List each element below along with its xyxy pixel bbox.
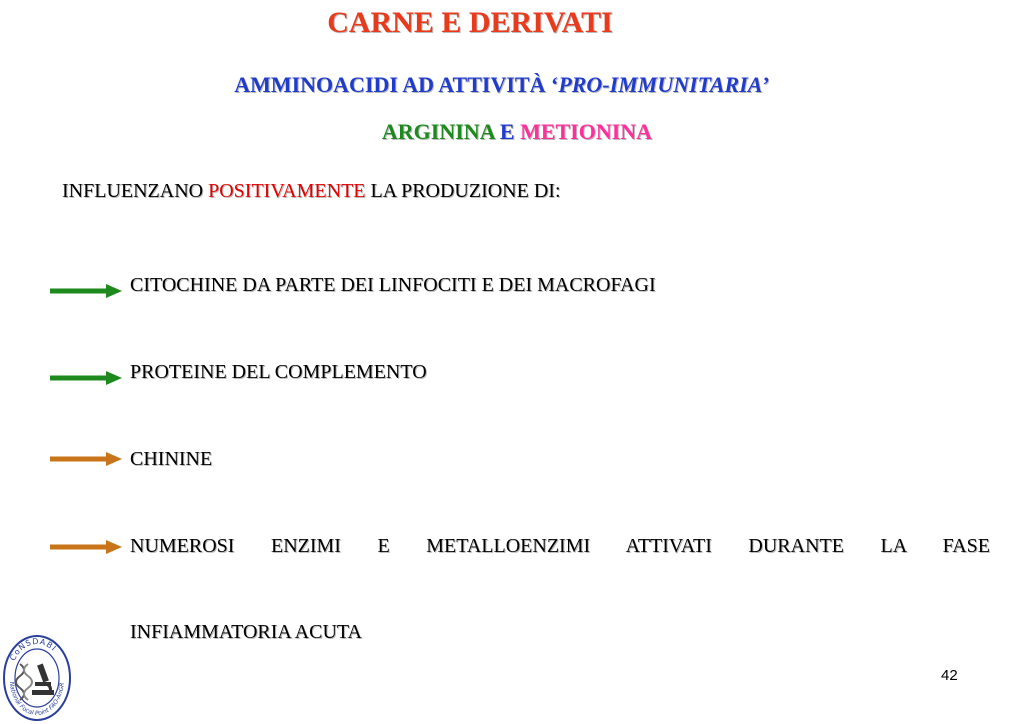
subtitle-suffix: ’	[762, 72, 770, 97]
list-item: NUMEROSI ENZIMI E METALLOENZIMI ATTIVATI DURANTE LA FASE	[130, 535, 990, 557]
connector-label: E	[499, 119, 515, 144]
intro-after: LA PRODUZIONE DI:	[370, 180, 561, 202]
subtitle-prefix: AMMINOACIDI AD ATTIVITÀ ‘	[234, 72, 559, 97]
page-number: 42	[941, 667, 958, 684]
list-item-continuation: INFIAMMATORIA ACUTA	[130, 621, 362, 643]
intro-before: INFLUENZANO	[62, 180, 204, 202]
list-item: CHININE	[130, 448, 213, 470]
intro-highlight: POSITIVAMENTE	[208, 180, 366, 202]
amino-acids-heading	[0, 119, 1024, 145]
consdabi-logo	[2, 634, 72, 722]
right-arrow-icon	[50, 282, 122, 300]
arrow-head	[106, 540, 122, 554]
list-item: CITOCHINE DA PARTE DEI LINFOCITI E DEI MACROFAGI	[130, 274, 656, 296]
arrow-head	[106, 284, 122, 298]
arrow-head	[106, 452, 122, 466]
arrow-head	[106, 371, 122, 385]
slide-title: CARNE E DERIVATI	[327, 6, 613, 39]
svg-text:National Focal Point FAO-AnGR: National Focal Point FAO-AnGR	[7, 681, 66, 718]
arginina-label: ARGININA	[381, 119, 495, 144]
intro-line	[62, 180, 561, 203]
metionina-label: METIONINA	[520, 119, 653, 144]
subtitle-italic: PRO-IMMUNITARIA	[558, 72, 763, 97]
right-arrow-icon	[50, 538, 122, 556]
slide-subtitle	[0, 72, 1004, 98]
right-arrow-icon	[50, 369, 122, 387]
list-item: PROTEINE DEL COMPLEMENTO	[130, 361, 427, 383]
right-arrow-icon	[50, 450, 122, 468]
svg-text:CoNSDABI: CoNSDABI	[8, 636, 59, 663]
